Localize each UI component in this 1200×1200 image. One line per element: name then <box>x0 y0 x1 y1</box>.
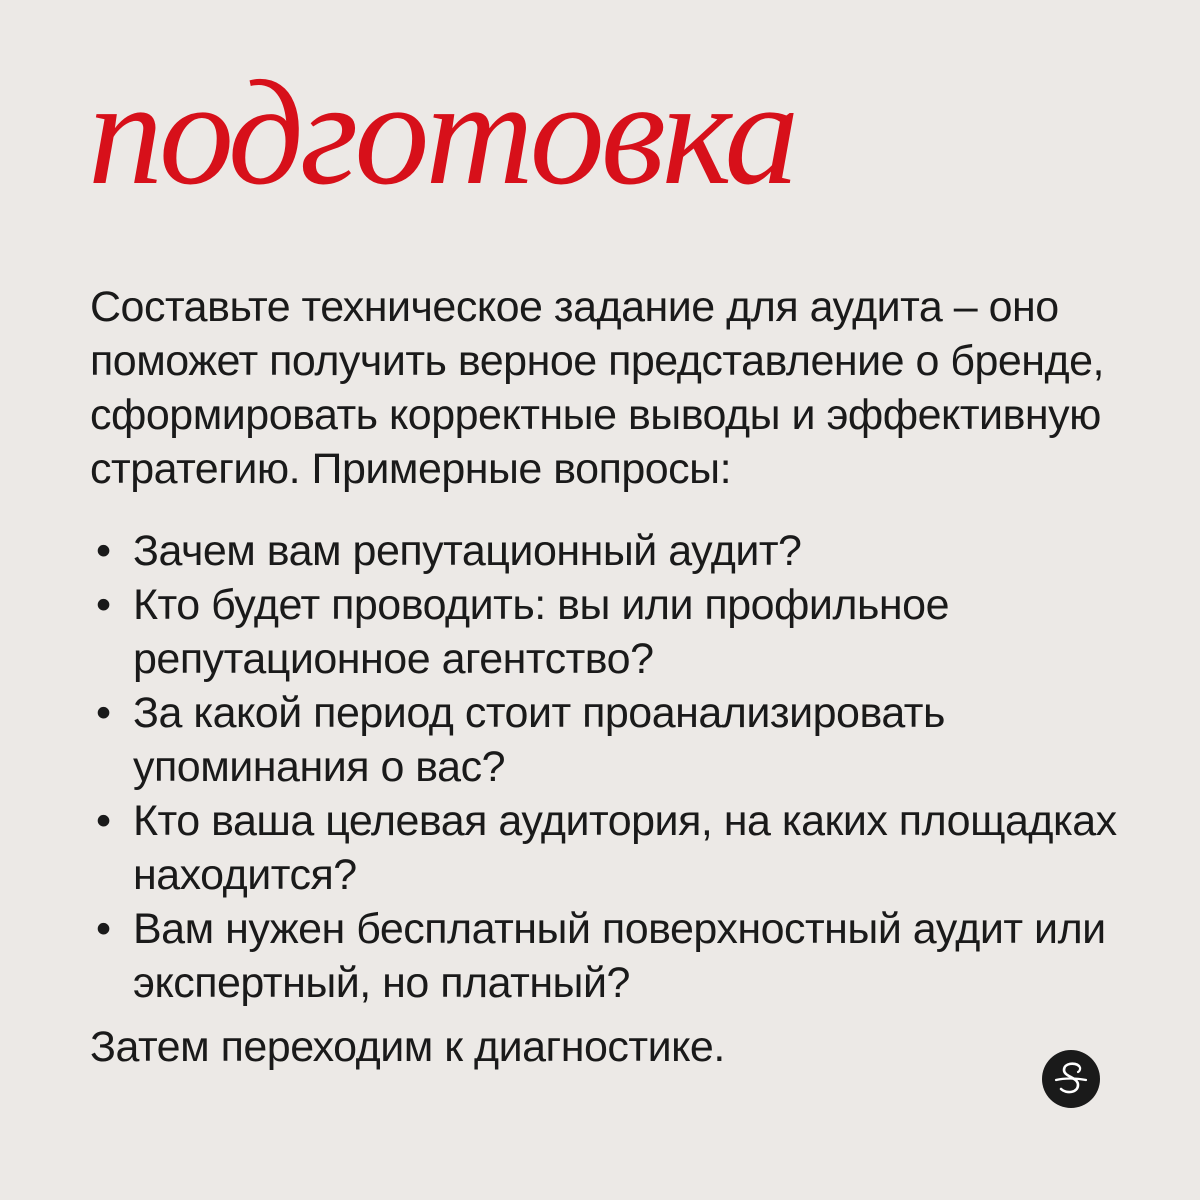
list-item <box>90 524 1150 578</box>
list-item <box>90 794 1150 902</box>
bullet-icon: • <box>96 689 111 737</box>
question-text: Вам нужен бесплатный поверхностный аудит или экспертный, но платный? <box>133 905 1106 1007</box>
page-title: подготовка <box>88 50 796 216</box>
list-item <box>90 902 1150 1010</box>
intro-paragraph: Составьте техническое задание для аудита – оно поможет получить верное представление о бренде, сформировать корректные выводы и эффективную стратегию. Примерные вопросы: <box>90 283 1105 493</box>
question-text: За какой период стоит проанализировать упоминания о вас? <box>133 689 945 791</box>
question-text: Кто будет проводить: вы или профильное репутационное агентство? <box>133 581 949 683</box>
bullet-icon: • <box>96 797 111 845</box>
bullet-icon: • <box>96 905 111 953</box>
outro-paragraph: Затем переходим к диагностике. <box>90 1023 725 1071</box>
s-letter-logo-icon <box>1042 1050 1100 1108</box>
question-text: Кто ваша целевая аудитория, на каких площадках находится? <box>133 797 1117 899</box>
question-text: Зачем вам репутационный аудит? <box>133 527 802 575</box>
list-item <box>90 686 1150 794</box>
bullet-icon: • <box>96 581 111 629</box>
list-item <box>90 578 1150 686</box>
bullet-icon: • <box>96 527 111 575</box>
questions-list <box>90 524 1150 1010</box>
